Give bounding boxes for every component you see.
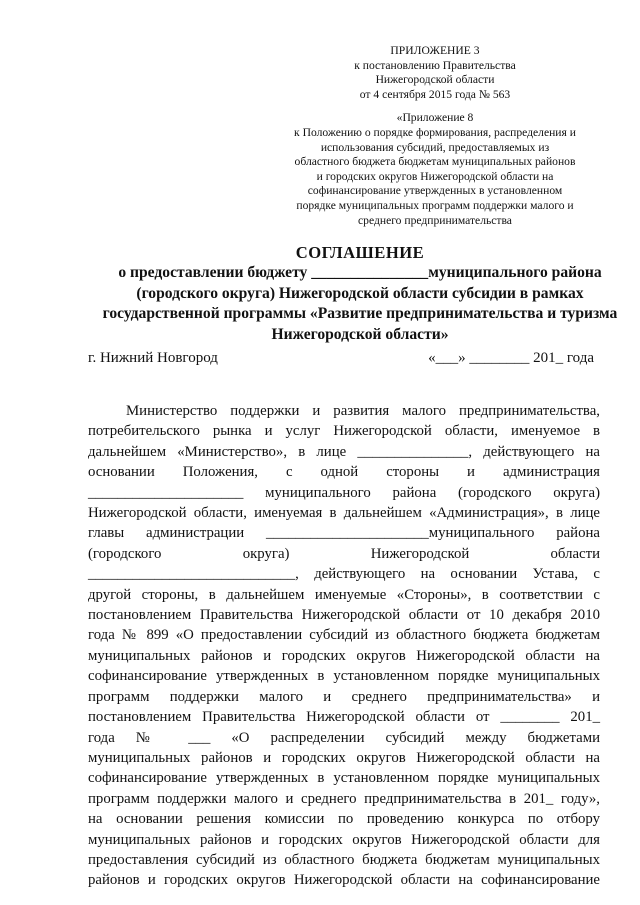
body-line: ____________________________, действующего на основании Устава, с [88,566,600,583]
body-line: другой стороны, в дальнейшем именуемые «Стороны», в соответствии с [88,586,600,603]
body-line: (городского округа) Нижегородской области [88,545,600,562]
city-name: г. Нижний Новгород [88,350,218,366]
body-line: муниципальных районов и городских округов Нижегородской области на [88,749,600,766]
body-line: на основании решения комиссии по проведению конкурса по отбору [88,811,600,828]
body-line: софинансирование утвержденных в установленном порядке муниципальных [88,668,600,685]
appendix-line: к постановлению Правительства [354,58,516,72]
appendix-line: «Приложение 8 [396,111,474,125]
body-line: районов и городских округов Нижегородской области на софинансирование [88,872,600,889]
body-line: Нижегородской области, именуемая в дальнейшем «Администрация», в лице [88,505,600,522]
body-line: программ поддержки малого и среднего предпринимательства в 201_ году», [88,790,600,807]
appendix-line: софинансирование утвержденных в установленном [307,184,563,198]
appendix-block-regulation [262,111,608,228]
agreement-body [88,401,600,891]
body-line: дальнейшем «Министерство», в лице _______________, действующего на [88,443,600,460]
body-line: предоставления субсидий из областного бюджета бюджетам муниципальных [88,851,600,868]
body-line: _____________________ муниципального района (городского округа) [88,484,600,501]
body-line: муниципальных районов и городских округов Нижегородской области на [88,647,600,664]
agreement-title [60,243,640,345]
title-line: (городского округа) Нижегородской области субсидии в рамках [136,284,584,302]
body-line: программ поддержки малого и среднего предпринимательства» и [88,688,600,705]
body-line: основании Положения, с одной стороны и администрация [88,464,600,481]
title-line: государственной программы «Развитие предпринимательства и туризма [102,305,618,323]
appendix-line: и городских округов Нижегородской области на [316,169,554,183]
title-line: о предоставлении бюджету _______________муниципального района [118,264,602,282]
body-line: потребительского рынка и услуг Нижегородской области, именуемое в [88,423,600,440]
title-line: Нижегородской области» [271,325,449,343]
body-line: постановлением Правительства Нижегородской области от 10 декабря 2010 [88,607,600,624]
appendix-line: Нижегородской области [375,73,495,87]
appendix-line: областного бюджета бюджетам муниципальных районов [294,155,576,169]
appendix-block-resolution [262,44,608,102]
body-line: года № 899 «О предоставлении субсидий из областного бюджета бюджетам [88,627,600,644]
appendix-line: среднего предпринимательства [358,213,512,227]
appendix-line: от 4 сентября 2015 года № 563 [359,87,511,101]
body-line: постановлением Правительства Нижегородской области от ________ 201_ [88,709,600,726]
body-line: Министерство поддержки и развития малого предпринимательства, [126,403,600,419]
appendix-header [262,44,608,228]
appendix-line: ПРИЛОЖЕНИЕ 3 [390,44,480,57]
appendix-line: использования субсидий, предоставляемых из [320,140,550,154]
body-line: главы администрации ______________________муниципального района [88,525,600,542]
body-line: муниципальных районов и городских округов Нижегородской области для [88,831,600,848]
agreement-date: «___» ________ 201_ года [428,350,594,366]
document-heading: СОГЛАШЕНИЕ [295,243,425,262]
body-line: софинансирование утвержденных в установленном порядке муниципальных [88,770,600,787]
appendix-line: порядке муниципальных программ поддержки малого и [296,198,574,212]
appendix-line: к Положению о порядке формирования, распределения и [294,125,576,139]
body-line: года № ___ «О распределении субсидий между бюджетами [88,729,600,746]
